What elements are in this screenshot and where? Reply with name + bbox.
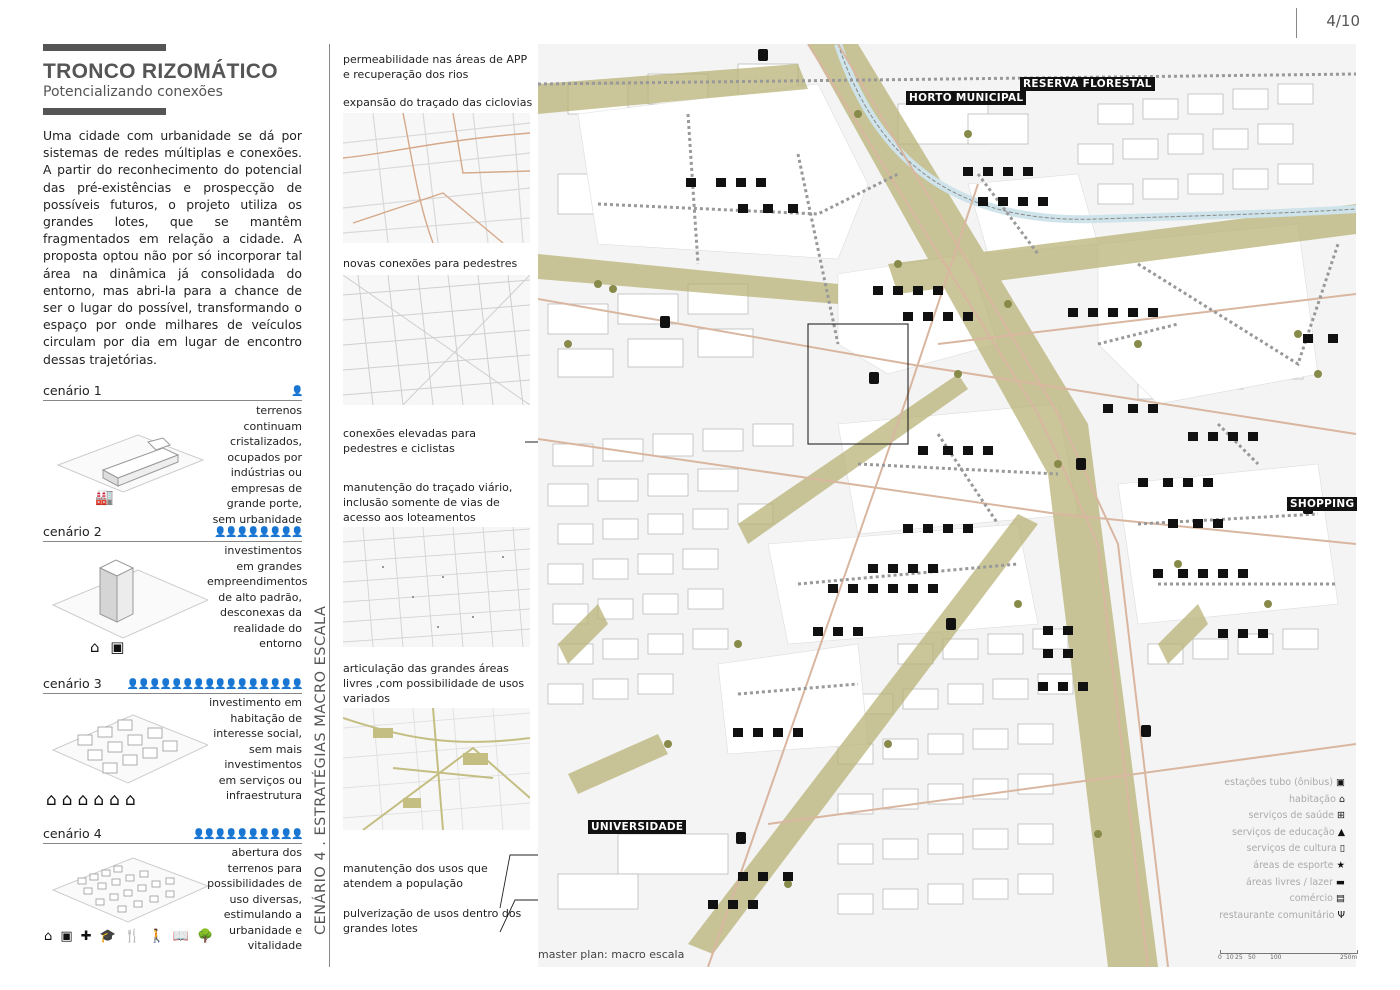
- page-title: TRONCO RIZOMÁTICO: [43, 60, 278, 83]
- scale-tick: 0: [1218, 954, 1222, 961]
- page-subtitle: Potencializando conexões: [43, 84, 223, 100]
- scale-tick: 100: [1270, 954, 1282, 961]
- strategy-distribute-uses: pulverização de usos dentro dos grandes lotes: [343, 907, 522, 935]
- scale-tick: 50: [1248, 954, 1256, 961]
- scenario-3-text: investimento em habitação de interesse social, sem mais investimentos em serviços ou infraestrutura: [209, 696, 302, 802]
- scale-tick: 250m: [1340, 954, 1358, 961]
- strategy-open-areas: articulação das grandes áreas livres ,com possibilidade de usos variados: [343, 662, 525, 705]
- factory-icon: 🏭: [95, 488, 117, 506]
- scenario-title: cenário 4: [43, 826, 102, 841]
- strategy-maintain-uses: manutenção dos usos que atendem a população: [343, 862, 488, 890]
- scenario-title: cenário 3: [43, 676, 102, 691]
- scenario-1-header: [43, 383, 302, 401]
- map-label-shopping: SHOPPING: [1287, 497, 1357, 511]
- scale-tick: 10: [1226, 954, 1234, 961]
- legend-label: serviços de saúde: [1248, 810, 1334, 822]
- map-label-universidade: UNIVERSIDADE: [588, 820, 686, 834]
- book-icon: ▯: [1339, 843, 1345, 855]
- map-label-horto: HORTO MUNICIPAL: [906, 91, 1026, 105]
- page-number-divider: [1296, 8, 1297, 38]
- legend-label: comércio: [1289, 893, 1333, 905]
- scenario-1-illustration: [48, 420, 208, 500]
- house-icon: ⌂: [1338, 793, 1345, 805]
- legend-row: [1212, 808, 1345, 825]
- legend-label: serviços de educação: [1231, 826, 1335, 838]
- legend-row: [1212, 891, 1345, 908]
- house-icons: ⌂⌂⌂⌂⌂⌂: [46, 790, 141, 810]
- strategy-bike-lanes: expansão do traçado das ciclovias: [343, 96, 533, 109]
- strategy-elevated-connections: conexões elevadas para pedestres e ciclistas: [343, 427, 476, 455]
- legend-label: habitação: [1289, 793, 1336, 805]
- legend-label: áreas de esporte: [1253, 859, 1334, 871]
- scenario-3-header: [43, 676, 302, 694]
- scenario-2-text: investimentos em grandes empreendimentos de alto padrão, desconexas da realidade do entorno: [207, 544, 308, 650]
- scenario-4-header: [43, 826, 302, 844]
- map-caption: master plan: macro escala: [538, 948, 685, 961]
- legend-row: [1212, 841, 1345, 858]
- bench-icon: ▬: [1336, 876, 1345, 888]
- legend-row: [1212, 875, 1345, 892]
- title-bar-bottom: [43, 108, 166, 115]
- page-number: 4/10: [1326, 12, 1360, 30]
- legend-label: serviços de cultura: [1246, 843, 1337, 855]
- people-icon: 👤👤👤👤👤👤👤👤: [214, 527, 302, 538]
- strategy-pedestrian-connections: novas conexões para pedestres: [343, 257, 518, 270]
- people-icon: 👤👤👤👤👤👤👤👤👤👤👤👤👤👤👤👤: [126, 679, 302, 690]
- bus-icon: ▣: [1336, 777, 1345, 788]
- graduation-cap-icon: ▲: [1337, 826, 1345, 838]
- scenario-title: cenário 1: [43, 383, 102, 398]
- title-bar-top: [43, 44, 166, 51]
- vertical-section-label: CENÁRIO 4 . ESTRATÉGIAS MACRO ESCALA: [313, 605, 329, 935]
- people-icon: 👤: [291, 386, 302, 397]
- people-icon: 👤👤👤👤👤👤👤👤👤👤: [192, 829, 302, 840]
- strategy-road-layout: manutenção do traçado viário, inclusão somente de vias de acesso aos loteamentos: [343, 481, 513, 524]
- legend-row: [1212, 792, 1345, 809]
- health-cross-icon: ⊞: [1337, 810, 1345, 822]
- legend-row: [1212, 908, 1345, 925]
- legend-row: [1212, 858, 1345, 875]
- strategy-app-permeability: permeabilidade nas áreas de APP e recuperação dos rios: [343, 53, 528, 81]
- shop-icon: ▤: [1336, 893, 1345, 905]
- legend-label: estações tubo (ônibus): [1224, 777, 1333, 788]
- cutlery-icon: Ψ: [1337, 909, 1345, 921]
- scenario-2-illustration: [48, 550, 208, 640]
- scenario-4-text: abertura dos terrenos para possibilidades de uso diversas, estimulando a urbanidade e vitalidade: [207, 846, 302, 952]
- runner-icon: ★: [1336, 859, 1345, 871]
- scenario-4-illustration: [48, 850, 208, 925]
- legend-label: restaurante comunitário: [1219, 909, 1335, 921]
- scale-tick: 25: [1235, 954, 1243, 961]
- house-and-shop-icons: ⌂ ▣: [90, 638, 128, 656]
- scenario-title: cenário 2: [43, 524, 102, 539]
- legend-row: [1212, 825, 1345, 842]
- legend-row: [1212, 775, 1345, 792]
- intro-paragraph: Uma cidade com urbanidade se dá por sistemas de redes múltiplas e conexões. A partir do reconhecimento do potencial das pré-existências e prospecção de possíveis futuros, o projeto utiliza os grandes lotes, que se mantêm fragmentados em relação a cidade. A proposta optou não por só incorporar tal área na dinâmica já consolidada do entorno, mas abri-la para a chance de ser o lugar do possível, transformando o espaço por onde milhares de veículos circulam por dia em lugar de encontro dessas trajetórias.: [43, 128, 302, 367]
- scenario-2-header: [43, 524, 302, 542]
- legend-label: áreas livres / lazer: [1246, 876, 1333, 888]
- map-legend: [1212, 775, 1345, 924]
- scenario-1-text: terrenos continuam cristalizados, ocupados por indústrias ou empresas de grande porte, sem urbanidade: [212, 404, 302, 526]
- mixed-use-icons: ⌂ ▣ ✚ 🎓 🍴 🚶 📖 🌳: [44, 929, 216, 944]
- scenario-3-illustration: [48, 705, 208, 785]
- map-label-reserva: RESERVA FLORESTAL: [1020, 77, 1155, 91]
